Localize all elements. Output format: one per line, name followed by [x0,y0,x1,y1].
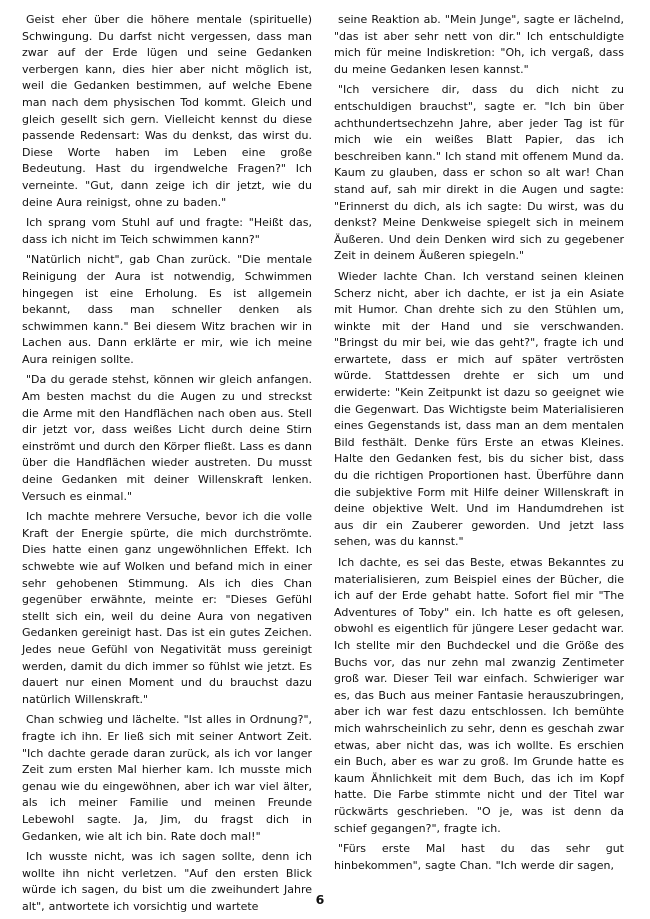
paragraph: Ich dachte, es sei das Beste, etwas Bekanntes zu materialisieren, zum Beispiel eines der Bücher, die ich auf der Erde gehabt hatte. Sofort fiel mir "The Adventures of Toby" ein. Ich hatte es oft gelesen, obwohl es eigentlich für jüngere Leser gedacht war. Ich stellte mir den Buchdeckel und die Größe des Buchs vor, das nur zehn mal zwanzig Zentimeter groß war. Dieser Teil war einfach. Schwieriger war es, das Buch aus meiner Fantasie herauszubringen, aber ich war fest dazu entschlossen. Ich bemühte mich wahrscheinlich zu sehr, denn es geschah zwar etwas, aber nicht das, was ich wollte. Es erschien ein Buch, aber es war zu groß. Im Grunde hatte es kaum Ähnlichkeit mit dem Buch, das ich im Kopf hatte. Die Farbe stimmte nicht und der Titel war rückwärts geschrieben. "O je, was ist denn da schief gegangen?", fragte ich. [334,556,624,835]
paragraph: "Fürs erste Mal hast du das sehr gut hinbekommen", sagte Chan. "Ich werde dir sagen, [334,842,624,872]
paragraph: "Da du gerade stehst, können wir gleich anfangen. Am besten machst du die Augen zu und streckst die Arme mit den Handflächen nach oben aus. Stell dir jetzt vor, dass weißes Licht durch deine Stirn einströmt und durch den Körper fließt. Lass es dann über die Handflächen wieder austreten. Du musst deine Gedanken mit deiner Willenskraft lenken. Versuch es einmal." [22,373,312,503]
paragraph: "Natürlich nicht", gab Chan zurück. "Die mentale Reinigung der Aura ist notwendig, Schwimmen hingegen ist eine Erholung. Es ist allgemein bekannt, dass man schneller denken als schwimmen kann." Bei diesem Witz brachen wir in Lachen aus. Dann erklärte er mir, wie ich meine Aura reinigen sollte. [22,253,312,366]
column-right [334,12,624,919]
paragraph: Ich sprang vom Stuhl auf und fragte: "Heißt das, dass ich nicht im Teich schwimmen kann?" [22,216,312,246]
column-left [22,12,312,919]
page-number: 6 [315,892,325,907]
paragraph: Chan schwieg und lächelte. "Ist alles in Ordnung?", fragte ich ihn. Er ließ sich mit seiner Antwort Zeit. "Ich dachte gerade daran zurück, als ich vor langer Zeit zum ersten Mal hierher kam. Ich musste mich genau wie du eingewöhnen, aber ich war viel älter, als ich meiner Familie und meinen Freunde Lebewohl sagte. Ja, Jim, du fragst dich in Gedanken, wie alt ich bin. Rate doch mal!" [22,713,312,843]
paragraph: "Ich versichere dir, dass du dich nicht zu entschuldigen brauchst", sagte er. "Ich bin über achthundertsechzehn Jahre, aber jeder Tag ist für mich wie ein weißes Blatt Papier, das ich beschreiben kann." Ich stand mit offenem Mund da. Kaum zu glauben, dass er schon so alt war! Chan stand auf, sah mir direkt in die Augen und sagte: "Erinnerst du dich, als ich sagte: Du wirst, was du denkst? Meine Denkweise spiegelt sich in meinem Äußeren. Und dein Denken wird sich zu gegebener Zeit in deinem Äußeren spiegeln." [334,83,624,263]
paragraph: seine Reaktion ab. "Mein Junge", sagte er lächelnd, "das ist aber sehr nett von dir." Ich entschuldigte mich für meine Indiskretion: "Oh, ich vergaß, dass du meine Gedanken lesen kannst." [334,13,624,76]
paragraph: Wieder lachte Chan. Ich verstand seinen kleinen Scherz nicht, aber ich dachte, er ist ja ein Asiate mit Humor. Chan drehte sich zu den Stühlen um, winkte mit der Hand und sie verschwanden. "Bringst du mir bei, wie das geht?", fragte ich und erwartete, dass er mich auf später vertrösten würde. Stattdessen drehte er sich um und erwiderte: "Kein Zeitpunkt ist dazu so geeignet wie die Gegenwart. Das Wichtigste beim Materialisieren eines Gegenstands ist, dass man an dem mentalen Bild festhält. Denke fürs Erste an etwas Kleines. Halte den Gedanken fest, bis du sicher bist, dass du die richtigen Proportionen hast. Überführe dann die subjektive Form mit Hilfe deiner Willenskraft in deine objektive Welt. Und im Handumdrehen ist aus dir ein Zauberer geworden. Und jetzt lass sehen, was du kannst." [334,269,624,549]
paragraph: Ich wusste nicht, was ich sagen sollte, denn ich wollte ihn nicht verletzen. "Auf den ersten Blick würde ich sagen, du bist um die zweihundert Jahre alt", antwortete ich vorsichtig und wartete [22,850,312,913]
paragraph: Geist eher über die höhere mentale (spirituelle) Schwingung. Du darfst nicht vergessen, dass man zwar auf der Erde lügen und seine Gedanken verbergen kann, dies hier aber nicht möglich ist, weil die Gedanken bestimmen, auf welche Ebene man nach dem physischen Tod kommt. Gleich und gleich gesellt sich gern. Vielleicht kennst du diese passende Redensart: Was du denkst, das wirst du. Diese Worte haben im Leben eine große Bedeutung. Hast du irgendwelche Fragen?" Ich verneinte. "Gut, dann zeige ich dir jetzt, wie du deine Aura reinigst, ohne zu baden." [22,13,312,209]
paragraph: Ich machte mehrere Versuche, bevor ich die volle Kraft der Energie spürte, die mich durchströmte. Dies hatte einen ganz ungewöhnlichen Effekt. Ich schwebte wie auf Wolken und befand mich in einer sehr gehobenen Stimmung. Als ich dies Chan gegenüber erwähnte, meinte er: "Dieses Gefühl stellt sich ein, weil du deine Aura von negativen Gedanken gereinigt hast. Das ist ein gutes Zeichen. Jedes neue Gefühl von Negativität muss gereinigt werden, damit du dich immer so fühlst wie jetzt. Es dauert nur einen Moment und du brauchst dazu natürlich Willenskraft." [22,510,312,706]
